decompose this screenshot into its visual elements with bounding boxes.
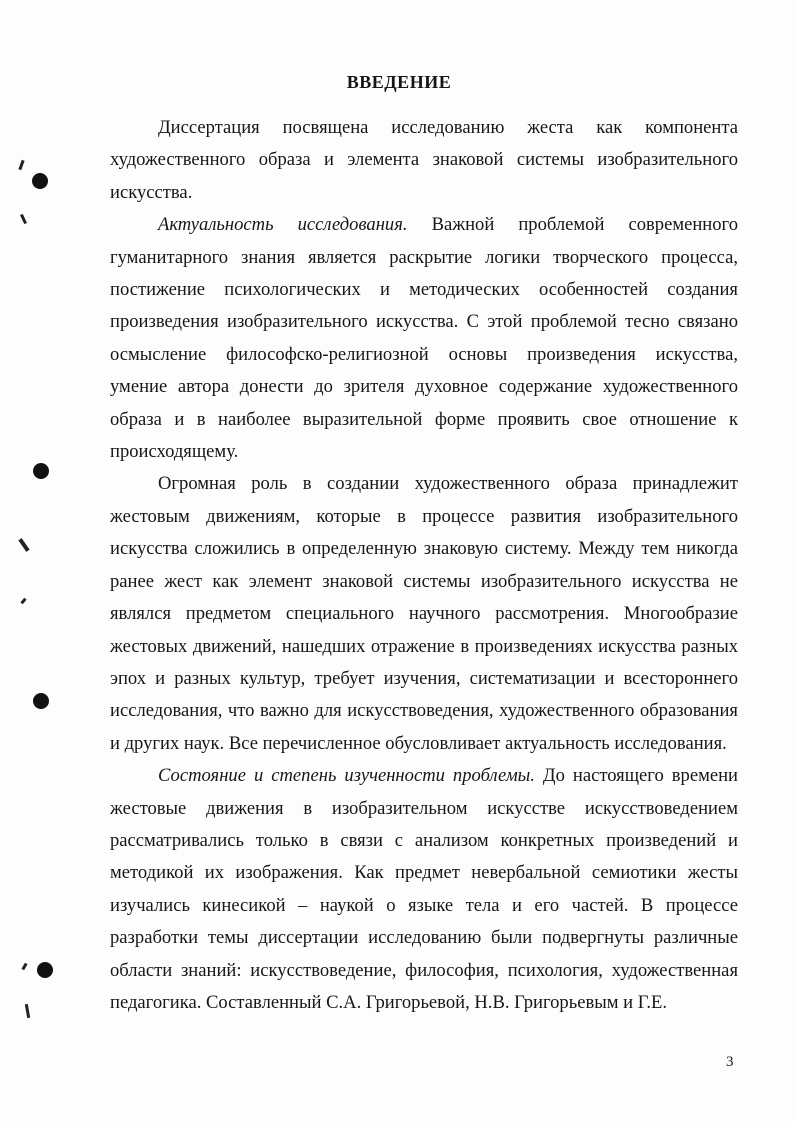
- scan-mark: [18, 538, 29, 552]
- body-text: [110, 112, 738, 1019]
- paragraph-gesture-role: [110, 468, 738, 760]
- scan-mark: [20, 214, 27, 224]
- scan-mark: [20, 598, 26, 605]
- section-title: ВВЕДЕНИЕ: [346, 72, 452, 92]
- paragraph-text: До настоящего времени жестовые движения в изобразительном искусстве искусствоведением рассматривались только в связи с анализом конкретных произведений и методикой их изображения. Как предмет невербальной семиотики жесты изучались кинесикой – наукой о языке тела и его частей. В процессе разработки темы диссертации исследованию были подвергнуты различные области знаний: искусствоведение, философия, психология, художественная педагогика. Составленный С.А. Григорьевой, Н.В. Григорьевым и Г.Е.: [110, 765, 738, 1013]
- paragraph-relevance: [110, 209, 738, 468]
- punch-hole: [33, 463, 49, 479]
- paragraph-text: Диссертация посвящена исследованию жеста как компонента художественного образа и элемента знаковой системы изобразительного искусства.: [110, 117, 738, 203]
- scan-mark: [21, 963, 27, 971]
- paragraph-lead: Актуальность исследования.: [158, 214, 408, 236]
- paragraph-intro: [110, 112, 738, 209]
- punch-hole: [37, 962, 53, 978]
- paragraph-state-of-research: [110, 760, 738, 1019]
- scan-mark: [25, 1004, 30, 1018]
- punch-hole: [32, 173, 48, 189]
- scan-mark: [18, 160, 24, 170]
- paragraph-lead: Состояние и степень изученности проблемы.: [158, 765, 535, 787]
- paragraph-text: Важной проблемой современного гуманитарного знания является раскрытие логики творческого процесса, постижение психологических и методических особенностей создания произведения изобразительного искусства. С этой проблемой тесно связано осмысление философско-религиозной основы произведения искусства, умение автора донести до зрителя духовное содержание художественного образа и в наиболее выразительной форме проявить свое отношение к происходящему.: [110, 214, 739, 463]
- paragraph-text: Огромная роль в создании художественного образа принадлежит жестовым движениям, которые в процессе развития изобразительного искусства сложились в определенную знаковую систему. Между тем никогда ранее жест как элемент знаковой системы изобразительного искусства не являлся предметом специального научного рассмотрения. Многообразие жестовых движений, нашедших отражение в произведениях искусства разных эпох и разных культур, требует изучения, систематизации и всестороннего исследования, что важно для искусствоведения, художественного образования и других наук. Все перечисленное обусловливает актуальность исследования.: [110, 473, 738, 754]
- page-number: 3: [726, 1054, 734, 1070]
- punch-hole: [33, 693, 49, 709]
